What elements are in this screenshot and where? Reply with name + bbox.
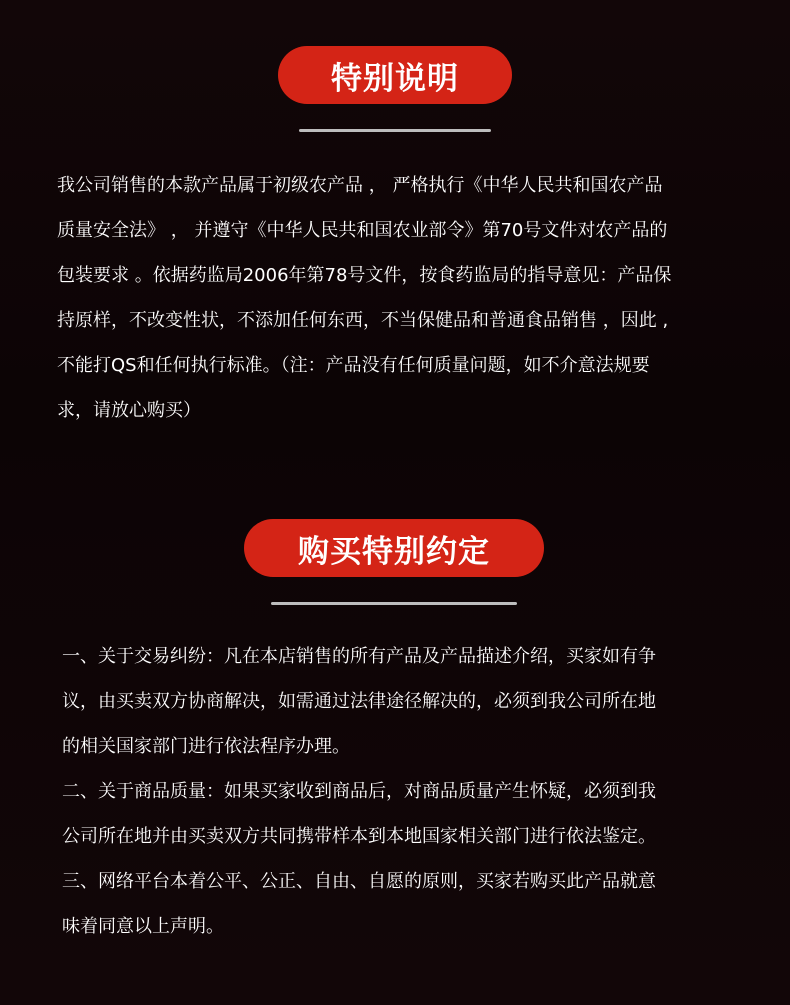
special-notice-divider [299,129,491,132]
notice-line: 包装要求 。依据药监局2006年第78号文件，按食药监局的指导意见：产品保 [57,265,672,286]
agreement-line: 味着同意以上声明。 [62,916,224,937]
purchase-agreement-divider [271,602,517,605]
special-notice-title: 特别说明 [278,46,512,104]
notice-line: 求，请放心购买） [57,400,201,421]
notice-line: 持原样，不改变性状，不添加任何东西，不当保健品和普通食品销售 ，因此 , [57,310,669,331]
purchase-agreement-title: 购买特别约定 [244,519,544,577]
agreement-line: 的相关国家部门进行依法程序办理。 [62,736,350,757]
special-notice-body [57,163,671,433]
notice-line: 质量安全法》 ， 并遵守《中华人民共和国农业部令》第70号文件对农产品的 [57,220,668,241]
agreement-line: 公司所在地并由买卖双方共同携带样本到本地国家相关部门进行依法鉴定。 [62,826,656,847]
agreement-line: 议，由买卖双方协商解决，如需通过法律途径解决的，必须到我公司所在地 [62,691,656,712]
purchase-agreement-body [62,634,656,949]
agreement-line: 二、关于商品质量：如果买家收到商品后，对商品质量产生怀疑，必须到我 [62,781,656,802]
notice-line: 我公司销售的本款产品属于初级农产品 ， 严格执行《中华人民共和国农产品 [57,175,663,196]
notice-line: 不能打QS和任何执行标准。（注：产品没有任何质量问题，如不介意法规要 [57,355,650,376]
agreement-line: 三、网络平台本着公平、公正、自由、自愿的原则，买家若购买此产品就意 [62,871,656,892]
agreement-line: 一、关于交易纠纷：凡在本店销售的所有产品及产品描述介绍，买家如有争 [62,646,656,667]
